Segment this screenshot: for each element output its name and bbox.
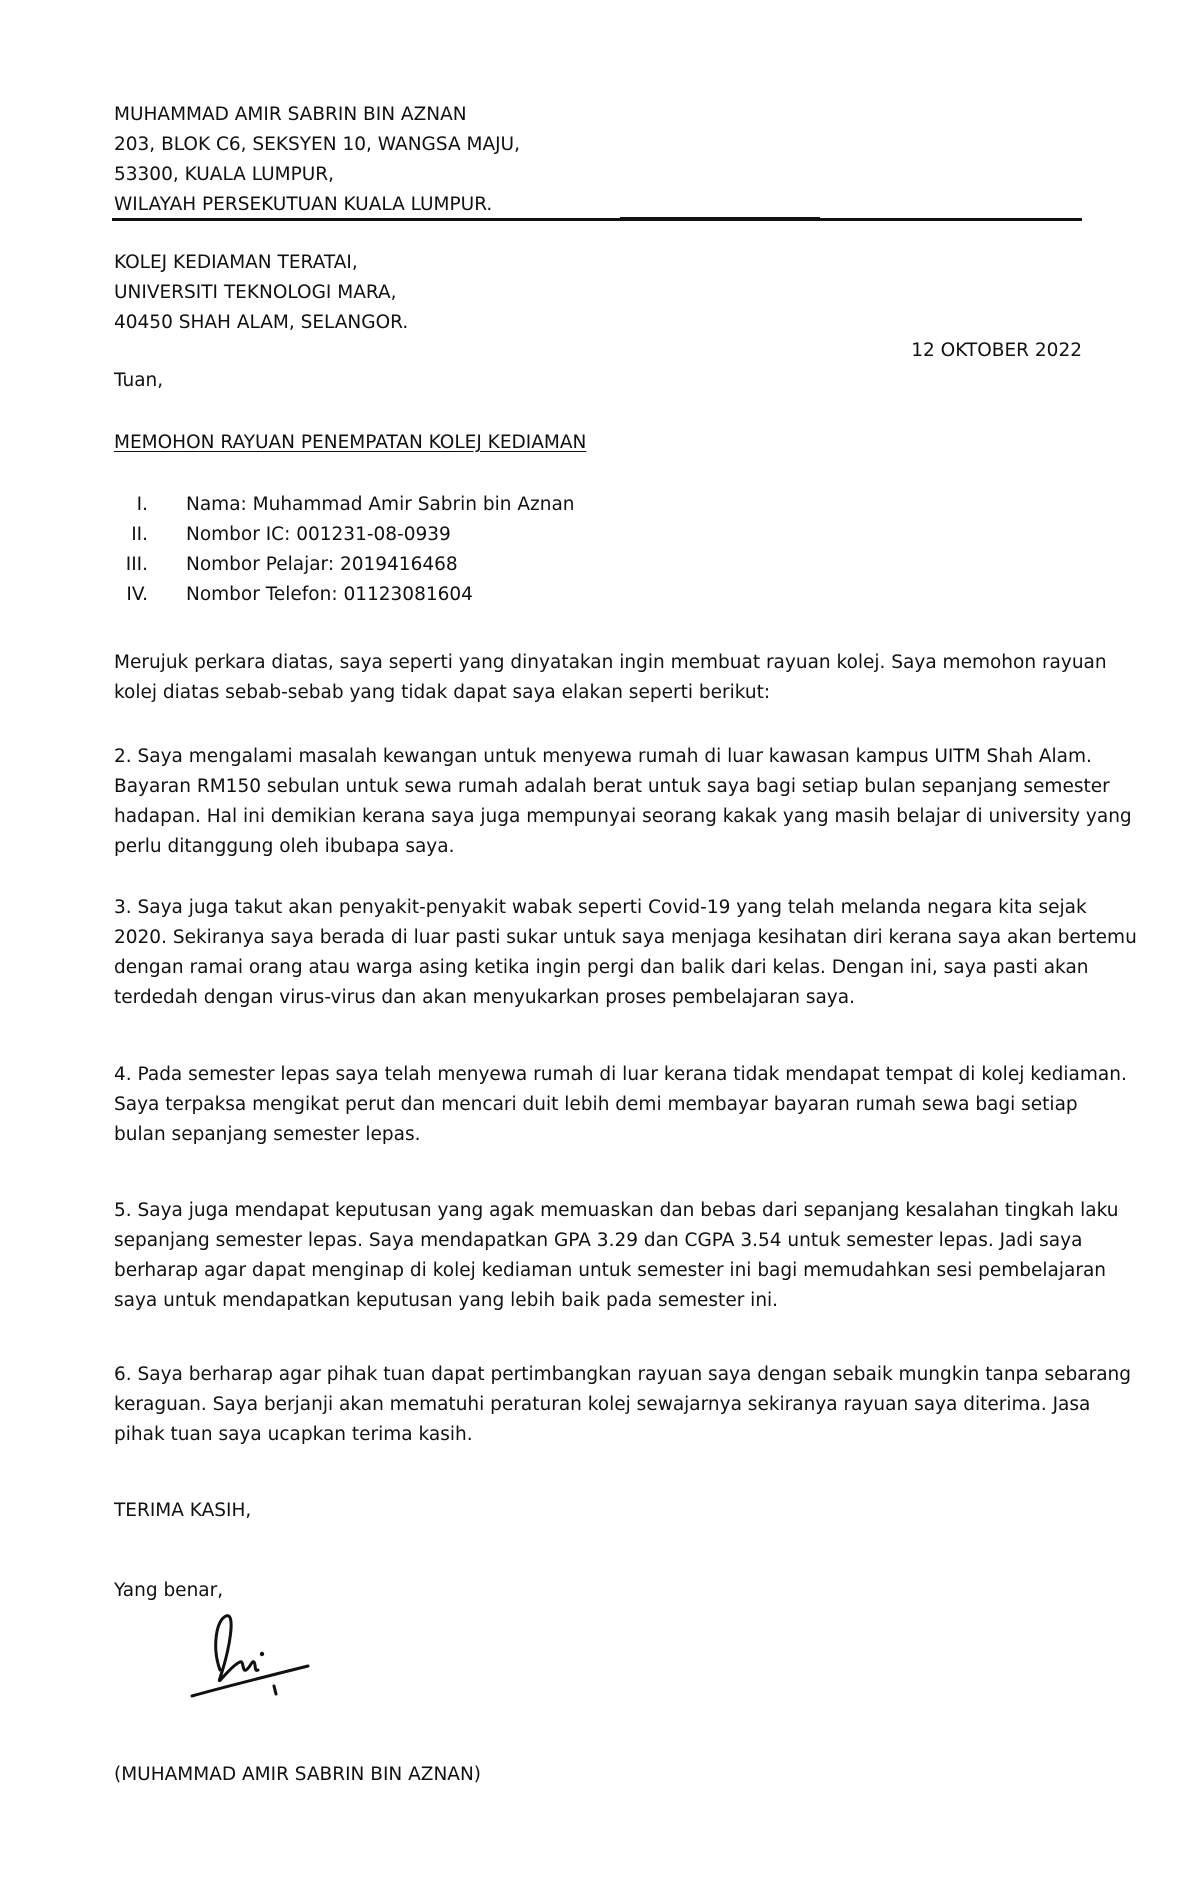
sender-address-line3: WILAYAH PERSEKUTUAN KUALA LUMPUR. xyxy=(114,194,493,215)
letter-subject: MEMOHON RAYUAN PENEMPATAN KOLEJ KEDIAMAN xyxy=(114,432,587,453)
paragraph-line: 5. Saya juga mendapat keputusan yang agak memuaskan dan bebas dari sepanjang kesalahan tingkah laku xyxy=(114,1200,1119,1221)
paragraph-line: dengan ramai orang atau warga asing ketika ingin pergi dan balik dari kelas. Dengan ini, saya pasti akan xyxy=(114,957,1089,978)
list-item-number: III. xyxy=(125,554,148,575)
paragraph-line: keraguan. Saya berjanji akan mematuhi peraturan kolej sewajarnya sekiranya rayuan saya diterima. Jasa xyxy=(114,1394,1091,1415)
list-item-number: I. xyxy=(136,494,148,515)
paragraph-line: 2. Saya mengalami masalah kewangan untuk menyewa rumah di luar kawasan kampus UITM Shah Alam. xyxy=(114,746,1092,767)
paragraph-line: perlu ditanggung oleh ibubapa saya. xyxy=(114,836,455,857)
paragraph-line: kolej diatas sebab-sebab yang tidak dapat saya elakan seperti berikut: xyxy=(114,682,771,703)
list-item-text: Nombor Telefon: 01123081604 xyxy=(186,584,473,605)
point-2-paragraph xyxy=(114,742,1132,862)
recipient-line3: 40450 SHAH ALAM, SELANGOR. xyxy=(114,312,409,333)
paragraph-line: 2020. Sekiranya saya berada di luar pasti sukar untuk saya menjaga kesihatan diri kerana saya akan bertemu xyxy=(114,927,1137,948)
paragraph-line: saya untuk mendapatkan keputusan yang lebih baik pada semester ini. xyxy=(114,1290,779,1311)
point-5-paragraph xyxy=(114,1196,1119,1316)
sign-off-text: Yang benar, xyxy=(114,1580,224,1601)
point-4-paragraph xyxy=(114,1060,1127,1150)
signature-icon xyxy=(190,1608,310,1708)
sender-address-line1: 203, BLOK C6, SEKSYEN 10, WANGSA MAJU, xyxy=(114,134,520,155)
paragraph-line: Merujuk perkara diatas, saya seperti yang dinyatakan ingin membuat rayuan kolej. Saya memohon rayuan xyxy=(114,652,1107,673)
recipient-line2: UNIVERSITI TEKNOLOGI MARA, xyxy=(114,282,397,303)
letterhead-divider xyxy=(112,218,1082,221)
list-item-text: Nombor Pelajar: 2019416468 xyxy=(186,554,458,575)
list-item-text: Nombor IC: 001231-08-0939 xyxy=(186,524,451,545)
paragraph-line: hadapan. Hal ini demikian kerana saya juga mempunyai seorang kakak yang masih belajar di university yang xyxy=(114,806,1132,827)
point-6-paragraph xyxy=(114,1360,1132,1450)
paragraph-line: Saya terpaksa mengikat perut dan mencari duit lebih demi membayar bayaran rumah sewa bagi setiap xyxy=(114,1094,1078,1115)
paragraph-line: 4. Pada semester lepas saya telah menyewa rumah di luar kerana tidak mendapat tempat di kolej kediaman. xyxy=(114,1064,1127,1085)
sender-name: MUHAMMAD AMIR SABRIN BIN AZNAN xyxy=(114,104,467,125)
paragraph-line: terdedah dengan virus-virus dan akan menyukarkan proses pembelajaran saya. xyxy=(114,987,855,1008)
intro-paragraph xyxy=(114,648,1107,708)
recipient-line1: KOLEJ KEDIAMAN TERATAI, xyxy=(114,252,358,273)
salutation: Tuan, xyxy=(114,370,164,391)
letter-date: 12 OKTOBER 2022 xyxy=(911,340,1082,361)
point-3-paragraph xyxy=(114,893,1137,1013)
paragraph-line: bulan sepanjang semester lepas. xyxy=(114,1124,421,1145)
paragraph-line: sepanjang semester lepas. Saya mendapatkan GPA 3.29 dan CGPA 3.54 untuk semester lepas. Jadi saya xyxy=(114,1230,1083,1251)
paragraph-line: 6. Saya berharap agar pihak tuan dapat pertimbangkan rayuan saya dengan sebaik mungkin tanpa sebarang xyxy=(114,1364,1132,1385)
paragraph-line: pihak tuan saya ucapkan terima kasih. xyxy=(114,1424,473,1445)
sender-address-line2: 53300, KUALA LUMPUR, xyxy=(114,164,335,185)
list-item-text: Nama: Muhammad Amir Sabrin bin Aznan xyxy=(186,494,575,515)
list-item-number: IV. xyxy=(126,584,148,605)
list-item-number: II. xyxy=(131,524,148,545)
letterhead-divider-accent xyxy=(620,217,820,221)
closing-text: TERIMA KASIH, xyxy=(114,1500,252,1521)
paragraph-line: Bayaran RM150 sebulan untuk sewa rumah adalah berat untuk saya bagi setiap bulan sepanjang semester xyxy=(114,776,1110,797)
signatory-name: (MUHAMMAD AMIR SABRIN BIN AZNAN) xyxy=(114,1764,482,1785)
paragraph-line: 3. Saya juga takut akan penyakit-penyakit wabak seperti Covid-19 yang telah melanda negara kita sejak xyxy=(114,897,1087,918)
paragraph-line: berharap agar dapat menginap di kolej kediaman untuk semester ini bagi memudahkan sesi pembelajaran xyxy=(114,1260,1107,1281)
